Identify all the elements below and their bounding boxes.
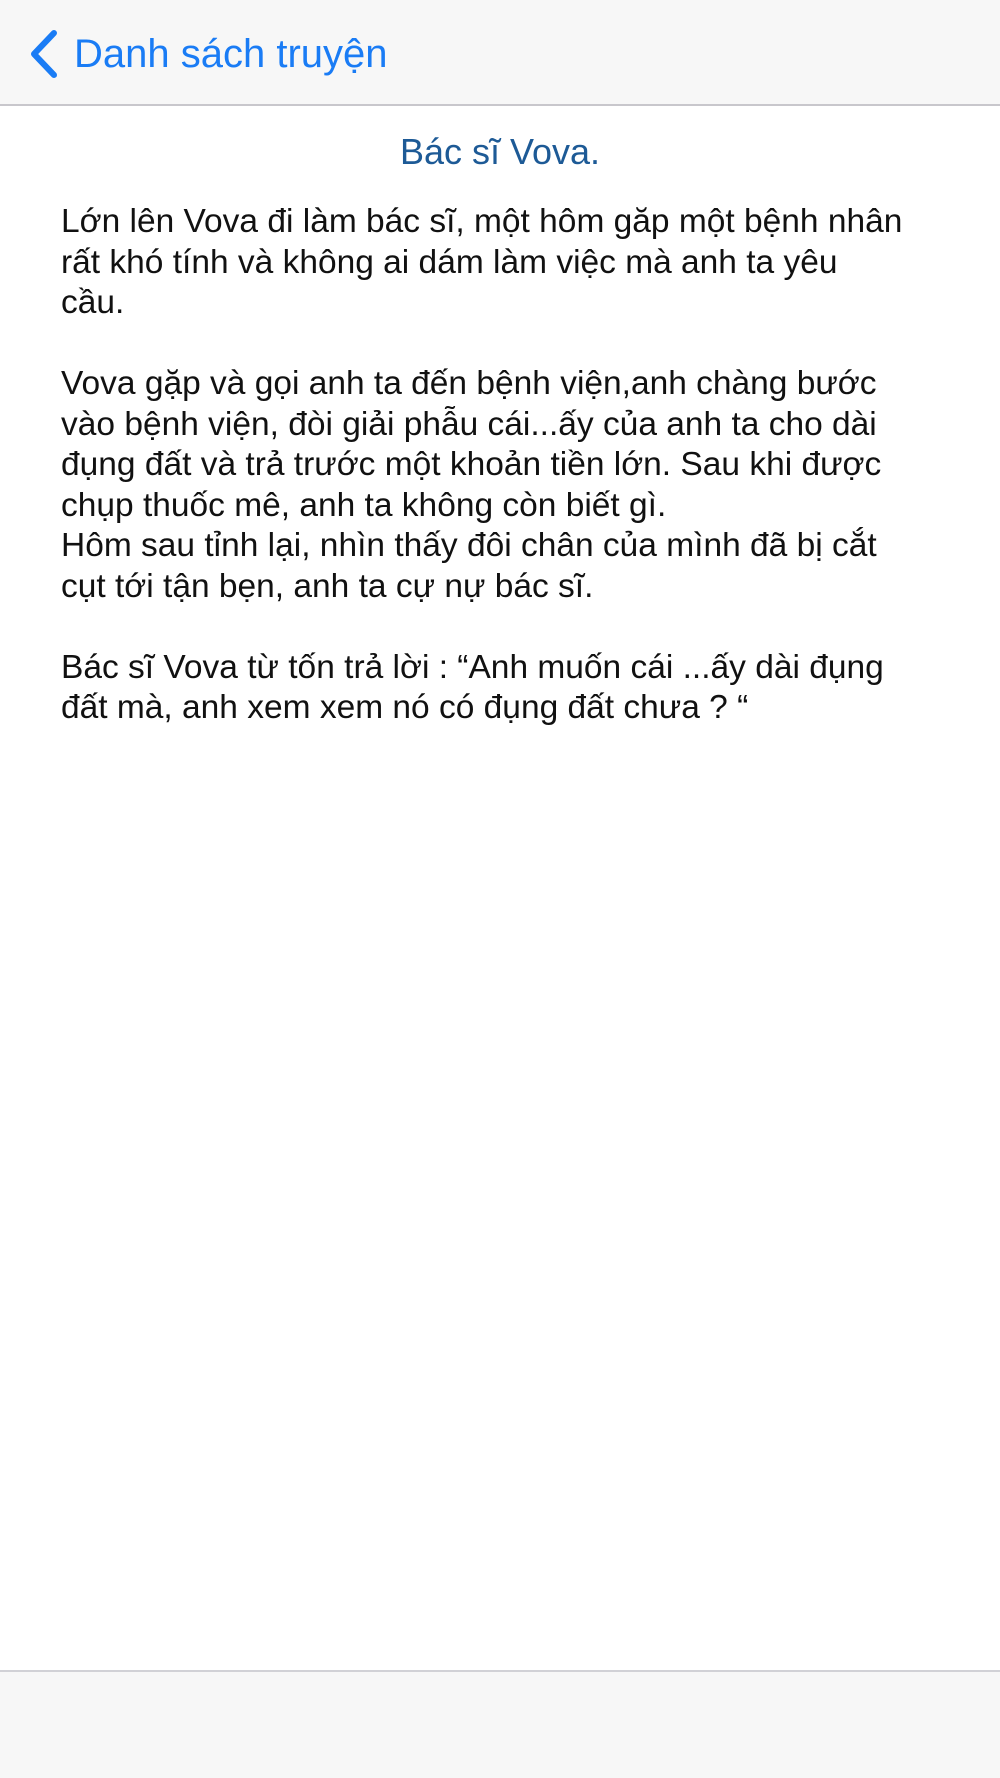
story-body <box>61 202 941 729</box>
story-paragraph: Lớn lên Vova đi làm bác sĩ, một hôm găp một bệnh nhân rất khó tính và không ai dám làm việc mà anh ta yêu cầu. <box>61 203 903 321</box>
story-title: Bác sĩ Vova. <box>399 131 601 172</box>
story-paragraph: Bác sĩ Vova từ tốn trả lời : “Anh muốn cái ...ấy dài đụng đất mà, anh xem xem nó có đụng đất chưa ? “ <box>61 648 884 726</box>
navigation-bar <box>0 0 1000 106</box>
bottom-toolbar <box>0 1670 1000 1778</box>
story-content[interactable] <box>0 106 1000 1670</box>
back-button-label: Danh sách truyện <box>74 32 388 76</box>
chevron-left-icon <box>28 29 60 79</box>
back-button[interactable] <box>28 26 388 82</box>
story-paragraph: Vova gặp và gọi anh ta đến bệnh viện,anh chàng bước vào bệnh viện, đòi giải phẫu cái...ấy của anh ta cho dài đụng đất và trả trước một khoản tiền lớn. Sau khi được chụp thuốc mê, anh ta không còn biết gì. Hôm sau tỉnh lại, nhìn thấy đôi chân của mình đã bị cắt cụt tới tận bẹn, anh ta cự nự bác sĩ. <box>61 365 882 605</box>
